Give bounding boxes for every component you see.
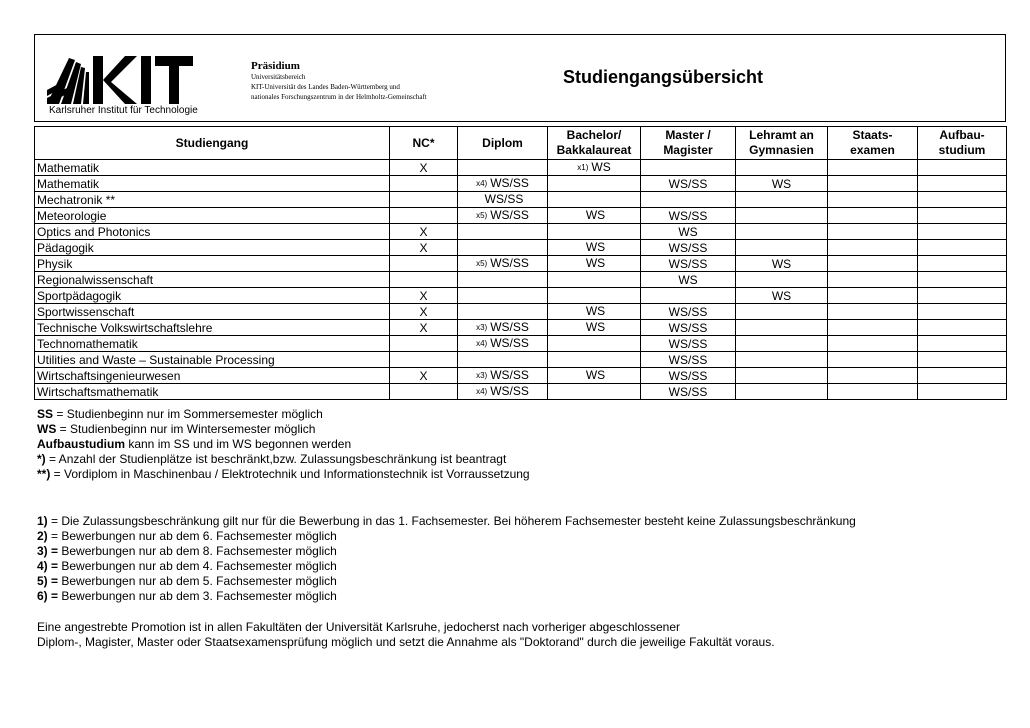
note-text: = Vordiplom in Maschinenbau / Elektrotechnik und Informationstechnik ist Vorraussetzung	[50, 467, 530, 481]
cell-nc	[390, 208, 458, 224]
legend-item	[37, 422, 530, 437]
cell-value: Wirtschaftsmathematik	[37, 384, 159, 399]
cell-value: WS	[585, 240, 606, 254]
cell-master	[641, 256, 736, 272]
study-programs-table	[34, 126, 1007, 400]
cell-staats	[828, 336, 918, 352]
cell-nc	[390, 352, 458, 368]
cell-value: Regionalwissenschaft	[37, 272, 154, 287]
cell-name	[35, 384, 390, 400]
cell-name	[35, 336, 390, 352]
cell-bachelor	[548, 336, 641, 352]
cell-name	[35, 288, 390, 304]
table-row	[35, 352, 1007, 368]
cell-staats	[828, 320, 918, 336]
cell-lehramt	[736, 272, 828, 288]
cell-value: Wirtschaftsingenieurwesen	[37, 368, 181, 383]
cell-bachelor	[548, 288, 641, 304]
column-header: Bachelor/ Bakkalaureat	[548, 127, 641, 160]
footnote-marker: x4)	[476, 387, 488, 396]
cell-value: WS/SS	[668, 352, 708, 367]
cell-lehramt	[736, 368, 828, 384]
logo-subtitle: Karlsruher Institut für Technologie	[49, 105, 198, 116]
cell-diplom	[458, 176, 548, 192]
cell-name	[35, 352, 390, 368]
table-header-row	[35, 127, 1007, 160]
cell-diplom	[458, 368, 548, 384]
cell-staats	[828, 384, 918, 400]
note-key: **)	[37, 467, 51, 481]
cell-name	[35, 208, 390, 224]
cell-lehramt	[736, 256, 828, 272]
cell-diplom	[458, 256, 548, 272]
header-box	[34, 34, 1006, 122]
cell-bachelor	[548, 224, 641, 240]
cell-value: X	[419, 224, 428, 239]
cell-aufbau	[918, 208, 1007, 224]
cell-name	[35, 256, 390, 272]
table-row	[35, 336, 1007, 352]
cell-master	[641, 240, 736, 256]
table-row	[35, 160, 1007, 176]
cell-value: WS/SS	[668, 368, 708, 383]
cell-lehramt	[736, 192, 828, 208]
cell-aufbau	[918, 224, 1007, 240]
praesidium-line: KIT-Universität des Landes Baden-Württemberg und	[251, 83, 400, 91]
cell-value: WS/SS	[668, 336, 708, 351]
cell-aufbau	[918, 320, 1007, 336]
cell-staats	[828, 352, 918, 368]
cell-value: X	[419, 368, 428, 383]
cell-nc	[390, 384, 458, 400]
cell-nc	[390, 288, 458, 304]
cell-nc	[390, 256, 458, 272]
note-text: Bewerbungen nur ab dem 8. Fachsemester möglich	[58, 544, 337, 558]
cell-value: WS	[585, 304, 606, 318]
note-text: Bewerbungen nur ab dem 5. Fachsemester möglich	[58, 574, 337, 588]
cell-value: WS/SS	[668, 256, 708, 271]
cell-lehramt	[736, 288, 828, 304]
cell-value: WS/SS	[490, 368, 529, 382]
praesidium-line: Universitätsbereich	[251, 73, 306, 81]
cell-nc	[390, 160, 458, 176]
cell-bachelor	[548, 352, 641, 368]
cell-nc	[390, 272, 458, 288]
cell-value: WS	[585, 256, 606, 270]
note-text: = Anzahl der Studienplätze ist beschränkt,bzw. Zulassungsbeschränkung ist beantragt	[45, 452, 507, 466]
footnote-marker: x4)	[476, 179, 488, 188]
cell-master	[641, 352, 736, 368]
cell-value: Technische Volkswirtschaftslehre	[37, 320, 213, 335]
cell-master	[641, 288, 736, 304]
cell-lehramt	[736, 384, 828, 400]
table-body	[35, 160, 1007, 400]
column-header: Staats- examen	[828, 127, 918, 160]
cell-aufbau	[918, 192, 1007, 208]
cell-staats	[828, 176, 918, 192]
cell-value: X	[419, 240, 428, 255]
cell-staats	[828, 208, 918, 224]
table-row	[35, 208, 1007, 224]
column-header: Diplom	[458, 127, 548, 160]
cell-staats	[828, 304, 918, 320]
cell-value: WS	[678, 272, 698, 287]
cell-lehramt	[736, 352, 828, 368]
cell-bachelor	[548, 256, 641, 272]
cell-aufbau	[918, 368, 1007, 384]
table-row	[35, 368, 1007, 384]
table-row	[35, 176, 1007, 192]
cell-name	[35, 272, 390, 288]
cell-bachelor	[548, 304, 641, 320]
cell-diplom	[458, 352, 548, 368]
note-text: = Studienbeginn nur im Wintersemester möglich	[56, 422, 316, 436]
cell-lehramt	[736, 176, 828, 192]
legend-item	[37, 452, 530, 467]
cell-nc	[390, 336, 458, 352]
cell-name	[35, 304, 390, 320]
cell-value: Sportpädagogik	[37, 288, 122, 303]
table-row	[35, 240, 1007, 256]
note-key: 4) =	[37, 559, 59, 573]
cell-diplom	[458, 240, 548, 256]
cell-value: WS/SS	[668, 320, 708, 335]
cell-master	[641, 384, 736, 400]
closing-block	[37, 620, 775, 650]
cell-nc	[390, 192, 458, 208]
cell-lehramt	[736, 208, 828, 224]
cell-name	[35, 224, 390, 240]
cell-nc	[390, 320, 458, 336]
cell-value: WS/SS	[490, 320, 529, 334]
cell-aufbau	[918, 384, 1007, 400]
column-header: Aufbau- studium	[918, 127, 1007, 160]
footnote-marker: x5)	[476, 259, 488, 268]
cell-bachelor	[548, 208, 641, 224]
footnotes-block	[37, 514, 856, 604]
cell-value: WS	[771, 256, 792, 271]
cell-value: WS	[585, 208, 606, 222]
footnotes-item	[37, 544, 856, 559]
cell-diplom	[458, 384, 548, 400]
cell-value: WS	[771, 288, 792, 303]
legend-item	[37, 467, 530, 482]
footnotes-item	[37, 514, 856, 529]
footnote-marker: x4)	[476, 339, 488, 348]
note-text: = Bewerbungen nur ab dem 6. Fachsemester möglich	[47, 529, 337, 543]
cell-value: WS	[678, 224, 698, 239]
cell-bachelor	[548, 384, 641, 400]
cell-nc	[390, 240, 458, 256]
cell-staats	[828, 288, 918, 304]
cell-value: WS	[585, 320, 606, 334]
cell-diplom	[458, 304, 548, 320]
cell-lehramt	[736, 320, 828, 336]
note-key: 1)	[37, 514, 48, 528]
cell-diplom	[458, 160, 548, 176]
cell-diplom	[458, 288, 548, 304]
cell-bachelor	[548, 176, 641, 192]
cell-value: WS/SS	[490, 208, 529, 222]
cell-master	[641, 208, 736, 224]
cell-value: WS/SS	[490, 336, 529, 350]
cell-value: WS/SS	[490, 256, 529, 270]
note-key: 5) =	[37, 574, 59, 588]
legend-block	[37, 407, 530, 482]
cell-value: X	[419, 160, 428, 175]
cell-master	[641, 192, 736, 208]
cell-diplom	[458, 336, 548, 352]
cell-master	[641, 224, 736, 240]
cell-value: Mechatronik **	[37, 192, 116, 207]
footnote-marker: x5)	[476, 211, 488, 220]
praesidium-block	[251, 60, 427, 102]
cell-staats	[828, 192, 918, 208]
page-title: Studiengangsübersicht	[563, 67, 764, 87]
cell-nc	[390, 304, 458, 320]
cell-lehramt	[736, 336, 828, 352]
cell-value: WS/SS	[484, 192, 524, 206]
cell-staats	[828, 224, 918, 240]
cell-aufbau	[918, 176, 1007, 192]
footnotes-item	[37, 559, 856, 574]
cell-value: Physik	[37, 256, 73, 271]
note-text: Bewerbungen nur ab dem 3. Fachsemester möglich	[58, 589, 337, 603]
cell-aufbau	[918, 288, 1007, 304]
cell-staats	[828, 256, 918, 272]
note-key: SS	[37, 407, 54, 421]
cell-master	[641, 320, 736, 336]
table-row	[35, 288, 1007, 304]
column-header: NC*	[390, 127, 458, 160]
footnote-marker: x3)	[476, 371, 488, 380]
cell-aufbau	[918, 272, 1007, 288]
cell-aufbau	[918, 336, 1007, 352]
cell-diplom	[458, 208, 548, 224]
closing-line: Eine angestrebte Promotion ist in allen Fakultäten der Universität Karlsruhe, jedocherst nach vorheriger abgeschlossener	[37, 620, 681, 634]
cell-value: X	[419, 304, 428, 319]
cell-aufbau	[918, 256, 1007, 272]
cell-name	[35, 240, 390, 256]
cell-bachelor	[548, 240, 641, 256]
cell-master	[641, 304, 736, 320]
cell-value: WS/SS	[668, 208, 708, 223]
cell-lehramt	[736, 240, 828, 256]
cell-nc	[390, 368, 458, 384]
table-row	[35, 256, 1007, 272]
legend-item	[37, 437, 530, 452]
column-header: Studiengang	[35, 127, 390, 160]
cell-master	[641, 336, 736, 352]
cell-lehramt	[736, 160, 828, 176]
cell-name	[35, 368, 390, 384]
cell-aufbau	[918, 304, 1007, 320]
cell-aufbau	[918, 240, 1007, 256]
note-text: = Die Zulassungsbeschränkung gilt nur für die Bewerbung in das 1. Fachsemester. Bei höherem Fachsemester besteht keine Zulassungsbeschränkung	[47, 514, 856, 528]
cell-lehramt	[736, 224, 828, 240]
cell-value: WS/SS	[490, 176, 529, 190]
cell-nc	[390, 224, 458, 240]
cell-lehramt	[736, 304, 828, 320]
note-key: 6) =	[37, 589, 59, 603]
cell-value: Meteorologie	[37, 208, 107, 223]
cell-staats	[828, 160, 918, 176]
table-row	[35, 384, 1007, 400]
table-row	[35, 272, 1007, 288]
footnotes-item	[37, 529, 856, 544]
note-key: 3) =	[37, 544, 59, 558]
cell-bachelor	[548, 272, 641, 288]
cell-value: WS	[591, 160, 611, 174]
table-row	[35, 192, 1007, 208]
footnotes-item	[37, 589, 856, 604]
cell-name	[35, 160, 390, 176]
footnote-marker: x1)	[577, 163, 589, 172]
note-key: 2)	[37, 529, 48, 543]
cell-value: Mathematik	[37, 176, 100, 191]
note-text: = Studienbeginn nur im Sommersemester möglich	[53, 407, 323, 421]
cell-value: Optics and Photonics	[37, 224, 151, 239]
cell-value: WS/SS	[668, 304, 708, 319]
cell-value: Mathematik	[37, 160, 100, 175]
footnotes-item	[37, 574, 856, 589]
cell-value: WS	[771, 176, 792, 191]
cell-value: Pädagogik	[37, 240, 94, 255]
table-row	[35, 320, 1007, 336]
cell-name	[35, 192, 390, 208]
note-key: Aufbaustudium	[37, 437, 125, 451]
cell-value: Utilities and Waste – Sustainable Processing	[37, 352, 275, 367]
cell-master	[641, 272, 736, 288]
cell-diplom	[458, 320, 548, 336]
cell-master	[641, 368, 736, 384]
cell-staats	[828, 240, 918, 256]
praesidium-line: nationales Forschungszentrum in der Helmholtz-Gemeinschaft	[251, 93, 427, 101]
column-header: Master / Magister	[641, 127, 736, 160]
cell-diplom	[458, 224, 548, 240]
column-header: Lehramt an Gymnasien	[736, 127, 828, 160]
cell-diplom	[458, 272, 548, 288]
note-key: *)	[37, 452, 46, 466]
cell-bachelor	[548, 320, 641, 336]
cell-staats	[828, 368, 918, 384]
cell-value: Technomathematik	[37, 336, 138, 351]
cell-nc	[390, 176, 458, 192]
cell-name	[35, 320, 390, 336]
cell-bachelor	[548, 368, 641, 384]
cell-bachelor	[548, 160, 641, 176]
cell-master	[641, 176, 736, 192]
cell-value: WS/SS	[668, 240, 708, 255]
legend-item	[37, 407, 530, 422]
footnote-marker: x3)	[476, 323, 488, 332]
cell-value: WS	[585, 368, 606, 382]
note-text: Bewerbungen nur ab dem 4. Fachsemester möglich	[58, 559, 337, 573]
cell-value: WS/SS	[668, 176, 708, 191]
cell-name	[35, 176, 390, 192]
cell-value: X	[419, 288, 428, 303]
note-text: kann im SS und im WS begonnen werden	[125, 437, 352, 451]
cell-value: WS/SS	[668, 384, 708, 399]
cell-aufbau	[918, 352, 1007, 368]
note-key: WS	[37, 422, 57, 436]
cell-staats	[828, 272, 918, 288]
cell-value: WS/SS	[490, 384, 529, 398]
cell-diplom	[458, 192, 548, 208]
closing-line: Diplom-, Magister, Master oder Staatsexamensprüfung möglich und setzt die Annahme als "Doktorand" durch die jeweilige Fakultät voraus.	[37, 635, 775, 649]
table-row	[35, 304, 1007, 320]
cell-aufbau	[918, 160, 1007, 176]
praesidium-title: Präsidium	[251, 60, 300, 72]
cell-bachelor	[548, 192, 641, 208]
cell-value: X	[419, 320, 428, 335]
cell-value: Sportwissenschaft	[37, 304, 135, 319]
table-row	[35, 224, 1007, 240]
cell-master	[641, 160, 736, 176]
